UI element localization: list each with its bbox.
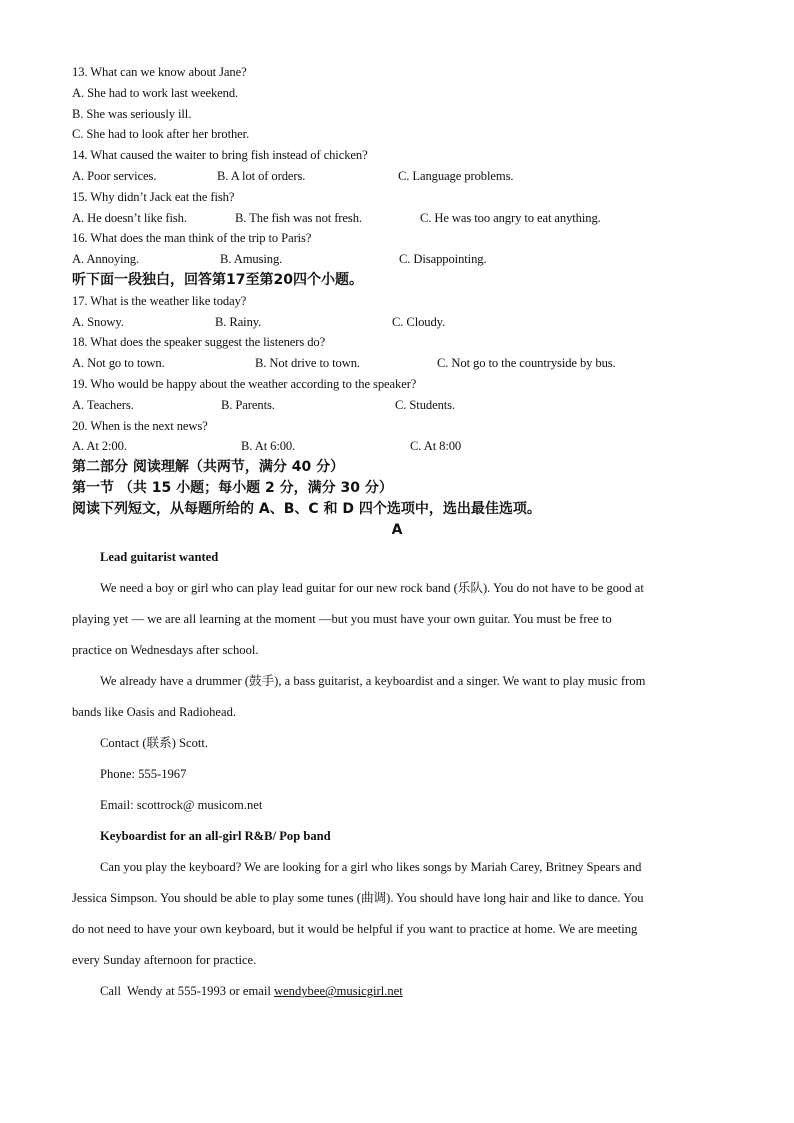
section-instruction: 听下面一段独白，回答第17至第20四个小题。 bbox=[72, 271, 363, 288]
option-a: A. Not go to town. bbox=[72, 356, 165, 371]
call-text: Call Wendy at 555-1993 or email bbox=[100, 984, 274, 999]
option-b: B. Parents. bbox=[221, 397, 275, 412]
question-text: 20. When is the next news? bbox=[72, 418, 208, 433]
reading-instruction: 阅读下列短文，从每题所给的 A、B、C 和 D 四个选项中，选出最佳选项。 bbox=[72, 500, 541, 517]
question-text: 17. What is the weather like today? bbox=[72, 293, 247, 308]
ad-paragraph bbox=[72, 573, 722, 666]
contact-line: Contact (联系) Scott. bbox=[100, 736, 209, 751]
part2-title: 第二部分 阅读理解（共两节，满分 40 分） bbox=[72, 459, 345, 476]
option-c: C. At 8:00 bbox=[410, 439, 462, 454]
paragraph-line: every Sunday afternoon for practice. bbox=[72, 953, 257, 968]
options-row bbox=[72, 395, 722, 416]
question-19 bbox=[72, 374, 722, 416]
ad-lead-guitarist bbox=[72, 542, 722, 821]
ad-title: Keyboardist for an all-girl R&B/ Pop band bbox=[100, 829, 331, 844]
question-text: 16. What does the man think of the trip to Paris? bbox=[72, 231, 312, 246]
option-a: A. Teachers. bbox=[72, 397, 134, 412]
ad-keyboardist bbox=[72, 821, 722, 1007]
question-16 bbox=[72, 228, 722, 270]
ad-title: Lead guitarist wanted bbox=[100, 550, 219, 565]
option-c: C. Language problems. bbox=[398, 168, 514, 183]
question-text: 15. Why didn’t Jack eat the fish? bbox=[72, 189, 235, 204]
email-line: Email: scottrock@ musicom.net bbox=[100, 798, 263, 813]
option-b: B. Not drive to town. bbox=[255, 356, 360, 371]
options-row bbox=[72, 249, 722, 270]
question-15 bbox=[72, 187, 722, 229]
option-a: A. Snowy. bbox=[72, 314, 124, 329]
option-c: C. Disappointing. bbox=[399, 252, 487, 267]
option-b: B. Rainy. bbox=[215, 314, 262, 329]
option-b: B. She was seriously ill. bbox=[72, 106, 192, 121]
option-c: C. Not go to the countryside by bus. bbox=[437, 356, 616, 371]
question-13 bbox=[72, 62, 722, 145]
option-c: C. Students. bbox=[395, 397, 456, 412]
question-text: 14. What caused the waiter to bring fish instead of chicken? bbox=[72, 148, 368, 163]
option-b: B. Amusing. bbox=[220, 252, 283, 267]
option-a: A. He doesn’t like fish. bbox=[72, 210, 187, 225]
paragraph-line: We already have a drummer (鼓手), a bass guitarist, a keyboardist and a singer. We want to play music from bbox=[100, 674, 646, 689]
option-b: B. At 6:00. bbox=[241, 439, 296, 454]
option-b: B. The fish was not fresh. bbox=[235, 210, 362, 225]
options-row bbox=[72, 436, 722, 457]
paragraph-line: practice on Wednesdays after school. bbox=[72, 643, 259, 658]
paragraph-line: do not need to have your own keyboard, but it would be helpful if you want to practice at home. We are meeting bbox=[72, 922, 638, 937]
ad-paragraph bbox=[72, 666, 722, 728]
ad-paragraph bbox=[72, 852, 722, 976]
phone-line: Phone: 555-1967 bbox=[100, 767, 187, 782]
paragraph-line: Can you play the keyboard? We are looking for a girl who likes songs by Mariah Carey, Britney Spears and bbox=[100, 860, 642, 875]
question-text: 13. What can we know about Jane? bbox=[72, 65, 247, 79]
options-row bbox=[72, 353, 722, 374]
email-link[interactable]: wendybee@musicgirl.net bbox=[273, 984, 403, 999]
paragraph-line: playing yet — we are all learning at the moment —but you must have your own guitar. You must be free to bbox=[72, 612, 612, 627]
passage-label: A bbox=[391, 521, 403, 538]
option-c: C. He was too angry to eat anything. bbox=[420, 210, 601, 225]
call-line bbox=[72, 976, 722, 1007]
section1-title: 第一节 （共 15 小题；每小题 2 分，满分 30 分） bbox=[72, 479, 393, 496]
option-a: A. Poor services. bbox=[72, 168, 157, 183]
paragraph-line: Jessica Simpson. You should be able to play some tunes (曲调). You should have long hair and like to dance. You bbox=[72, 891, 644, 906]
option-b: B. A lot of orders. bbox=[217, 168, 306, 183]
options-row bbox=[72, 312, 722, 333]
options-row bbox=[72, 166, 722, 187]
question-text: 18. What does the speaker suggest the listeners do? bbox=[72, 335, 326, 350]
option-a: A. She had to work last weekend. bbox=[72, 85, 239, 100]
question-17 bbox=[72, 291, 722, 333]
paragraph-line: bands like Oasis and Radiohead. bbox=[72, 705, 237, 720]
option-a: A. At 2:00. bbox=[72, 439, 127, 454]
question-18 bbox=[72, 332, 722, 374]
option-a: A. Annoying. bbox=[72, 252, 140, 267]
question-20 bbox=[72, 416, 722, 458]
option-c: C. Cloudy. bbox=[392, 314, 446, 329]
document-page bbox=[72, 62, 722, 1007]
option-c: C. She had to look after her brother. bbox=[72, 127, 250, 142]
question-text: 19. Who would be happy about the weather according to the speaker? bbox=[72, 376, 417, 391]
question-14 bbox=[72, 145, 722, 187]
options-row bbox=[72, 208, 722, 229]
paragraph-line: We need a boy or girl who can play lead guitar for our new rock band (乐队). You do not have to be good at bbox=[100, 581, 644, 596]
